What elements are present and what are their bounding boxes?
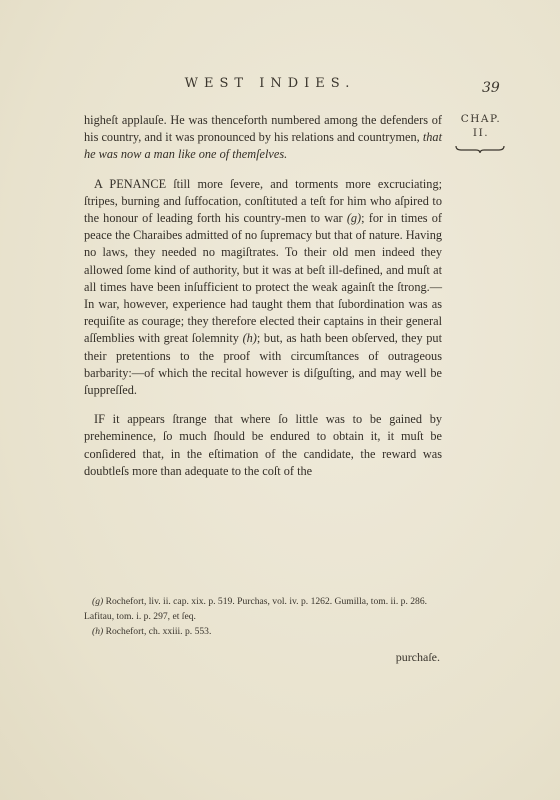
paragraph-opening: IF — [94, 412, 105, 427]
footnote-h: (h) Rochefort, ch. xxiii. p. 553. — [92, 626, 212, 637]
chapter-number: II. — [472, 127, 490, 139]
footnote-ref-g: (g) — [346, 211, 362, 226]
running-head: WEST INDIES. — [184, 76, 356, 91]
footnote-ref-h: (h) — [242, 331, 257, 346]
paragraph-opening: A PENANCE — [94, 176, 167, 191]
chapter-marginal-note — [453, 112, 509, 140]
paragraph-1: higheſt applauſe. He was thenceforth numbered among the defenders of his country, and it was pronounced by his relations and countrymen, that he was now a man like one of themſelves. — [84, 113, 442, 162]
footnote-g: (g) Rochefort, liv. ii. cap. xix. p. 519. Purchas, vol. iv. p. 1262. Gumilla, tom. ii. p. 286. Lafitau, tom. i. p. 297, et ſeq. — [84, 596, 428, 622]
catchword: purchaſe. — [395, 650, 440, 664]
body-text — [84, 112, 442, 480]
paragraph-3: IF it appears ſtrange that where ſo little was to be gained by preheminence, ſo much ſhould be endured to obtain it, it muſt be conſidered that, in the eſtimation of the candidate, the reward was doubtleſs more than adequate to the coſt of the — [84, 412, 442, 478]
page-number: 39 — [482, 80, 500, 96]
italic-phrase: that he was now a man like one of themſelves. — [84, 130, 442, 162]
bracket-ornament-icon — [455, 144, 505, 154]
chapter-label: CHAP. — [460, 113, 502, 125]
footnotes — [84, 594, 448, 639]
paragraph-2: A PENANCE ſtill more ſevere, and torments more excruciating; ſtripes, burning and ſuffocation, conſtituted a teſt for him who aſpired to the honour of leading forth his country-men to war (g); for in times of peace the Charaibes admitted of no ſupremacy but that of nature. Having no laws, they needed no magiſtrates. To their old men indeed they allowed ſome kind of authority, but it was at beſt ill-defined, and muſt at all times have been inſufficient to protect the weak againſt the ſtrong.—In war, however, experience had taught them that ſubordination was as requiſite as courage; they therefore elected their captains in their general aſſemblies with great ſolemnity (h); but, as hath been obſerved, they put their pretentions to the proof with circumſtances of outrageous barbarity:—of which the recital however is diſguſting, and may well be ſuppreſſed. — [84, 176, 443, 398]
